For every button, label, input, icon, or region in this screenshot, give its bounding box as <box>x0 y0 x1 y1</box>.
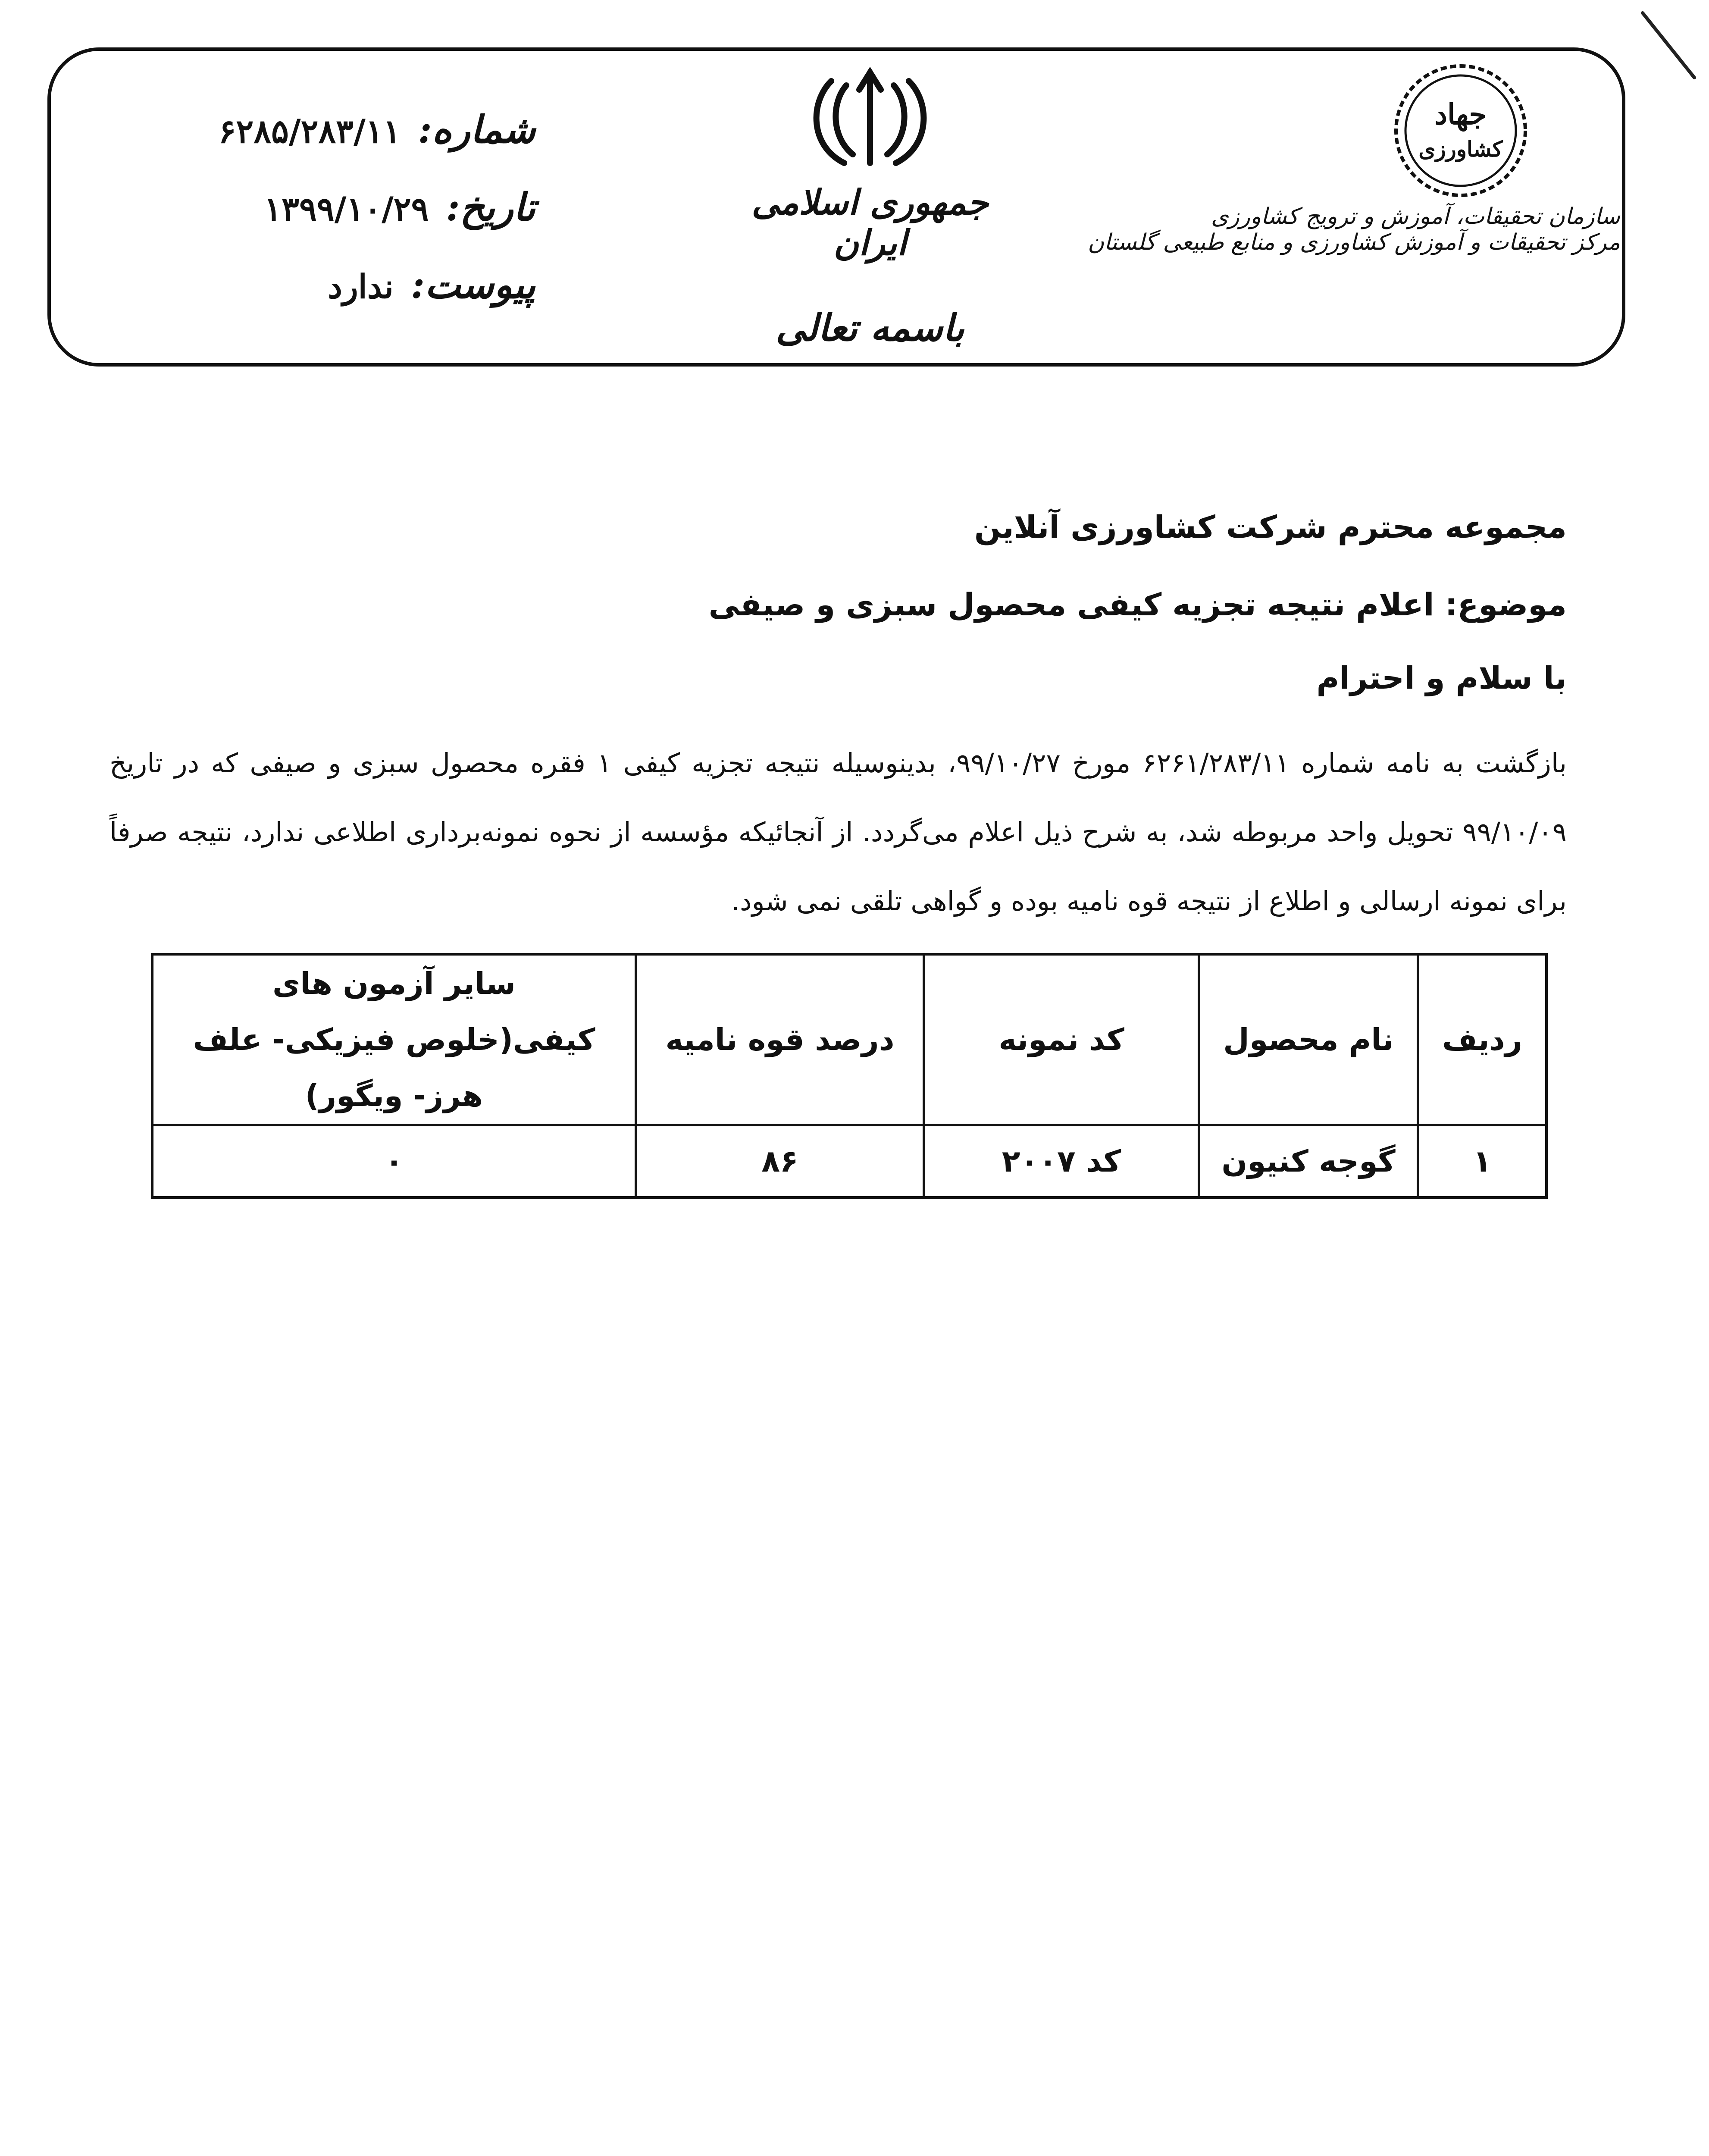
attachment-value: ندارد <box>328 267 394 306</box>
number-label: شماره: <box>418 107 535 152</box>
cell-product-name: گوجه کنیون <box>1199 1125 1418 1197</box>
table-header-row <box>152 954 1546 1125</box>
cell-other-tests: ۰ <box>152 1125 636 1197</box>
header-other-quality-tests: سایر آزمون های کیفی(خلوص فیزیکی- علف هرز- ویگور) <box>152 954 636 1125</box>
cell-sample-code: کد ۲۰۰۷ <box>924 1125 1199 1197</box>
jihad-keshavarzi-logo <box>1390 60 1532 202</box>
logo-top-text: جهاد <box>1434 97 1487 131</box>
number-value: ۶۲۸۵/۲۸۳/۱۱ <box>218 112 401 150</box>
greeting: با سلام و احترام <box>1316 660 1567 696</box>
emblem-caption: جمهوری اسلامی ایران <box>751 182 989 263</box>
org-name-line1: سازمان تحقیقات، آموزش و ترویج کشاورزی <box>1211 204 1620 229</box>
cell-germination-percent: ۸۶ <box>636 1125 924 1197</box>
letter-body-paragraph: بازگشت به نامه شماره ۶۲۶۱/۲۸۳/۱۱ مورخ ۹۹/۱۰/۲۷، بدینوسیله نتیجه تجزیه کیفی ۱ فقره محصول سبزی و صیفی که در تاریخ ۹۹/۱۰/۰۹ تحویل واحد مربوطه شد، به شرح ذیل اعلام می‌گردد. از آنجائیکه مؤسسه از نحوه نمونه‌برداری اطلاعی ندارد، نتیجه صرفاً برای نمونه ارسالی و اطلاع از نتیجه قوه نامیه بوده و گواهی تلقی نمی شود. <box>110 747 1567 917</box>
subject: موضوع: اعلام نتیجه تجزیه کیفی محصول سبزی و صیفی <box>708 586 1567 623</box>
letterhead-frame <box>47 47 1625 367</box>
recipient: مجموعه محترم شرکت کشاورزی آنلاین <box>974 509 1567 545</box>
iran-emblem-icon <box>805 64 935 176</box>
header-product-name: نام محصول <box>1199 954 1418 1125</box>
result-table <box>151 953 1548 1199</box>
attachment-label: پیوست: <box>410 262 535 307</box>
corner-pen-mark <box>1638 9 1699 82</box>
date-label: تاریخ: <box>446 185 535 229</box>
header-germination-percent: درصد قوه نامیه <box>636 954 924 1125</box>
cell-row-number: ۱ <box>1418 1125 1546 1197</box>
logo-bottom-text: کشاورزی <box>1418 136 1503 162</box>
header-sample-code: کد نمونه <box>924 954 1199 1125</box>
table-row <box>152 1125 1546 1197</box>
national-emblem-block <box>749 64 991 350</box>
header-row-number: ردیف <box>1418 954 1546 1125</box>
letter-metadata <box>218 107 535 331</box>
bismillah: باسمه تعالی <box>776 306 964 350</box>
date-value: ۱۳۹۹/۱۰/۲۹ <box>264 190 429 228</box>
ministry-logo-block <box>1087 60 1620 255</box>
org-name-line2: مرکز تحقیقات و آموزش کشاورزی و منابع طبیعی گلستان <box>1087 229 1620 255</box>
